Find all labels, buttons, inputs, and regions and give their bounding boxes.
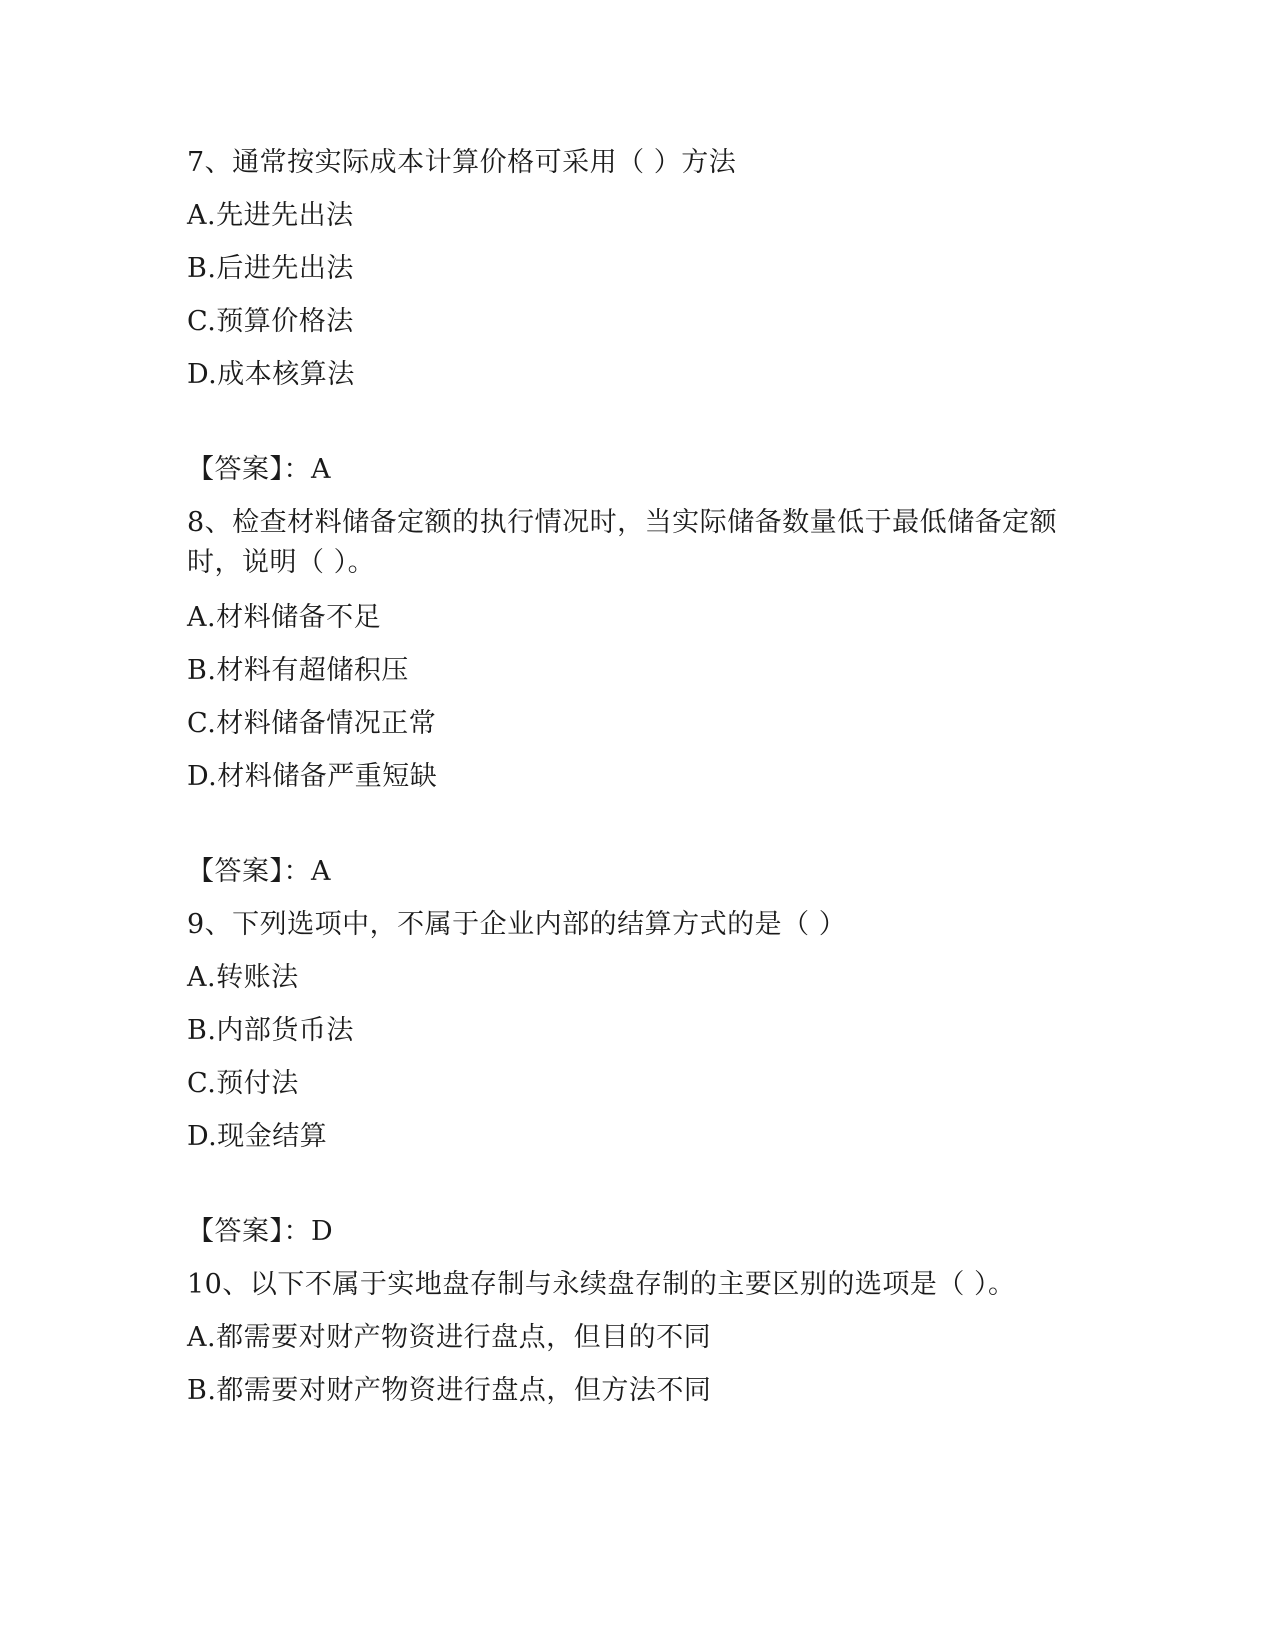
question-9-stem: 9、下列选项中，不属于企业内部的结算方式的是（ ）	[187, 909, 847, 940]
question-8-answer: 【答案】：A	[187, 856, 331, 887]
question-9-answer: 【答案】：D	[187, 1216, 334, 1247]
question-10-stem: 10、以下不属于实地盘存制与永续盘存制的主要区别的选项是（ ）。	[187, 1269, 1016, 1300]
question-9-option-c: C.预付法	[187, 1068, 299, 1099]
question-8-option-d: D.材料储备严重短缺	[187, 761, 438, 792]
question-8-option-b: B.材料有超储积压	[187, 655, 409, 686]
question-9-option-a: A.转账法	[187, 962, 299, 993]
question-7-option-d: D.成本核算法	[187, 359, 355, 390]
question-9-option-d: D.现金结算	[187, 1121, 328, 1152]
question-8-option-c: C.材料储备情况正常	[187, 708, 437, 739]
question-8-option-a: A.材料储备不足	[187, 602, 382, 633]
question-7-option-b: B.后进先出法	[187, 253, 354, 284]
question-8-stem: 8、检查材料储备定额的执行情况时，当实际储备数量低于最低储备定额时，说明（ ）。	[187, 507, 1058, 578]
question-7-stem: 7、通常按实际成本计算价格可采用（ ）方法	[187, 147, 737, 178]
question-10-option-b: B.都需要对财产物资进行盘点，但方法不同	[187, 1375, 712, 1406]
question-7-option-a: A.先进先出法	[187, 200, 354, 231]
question-10-option-a: A.都需要对财产物资进行盘点，但目的不同	[187, 1322, 712, 1353]
question-7-option-c: C.预算价格法	[187, 306, 354, 337]
question-7-answer: 【答案】：A	[187, 454, 331, 485]
question-9-option-b: B.内部货币法	[187, 1015, 354, 1046]
